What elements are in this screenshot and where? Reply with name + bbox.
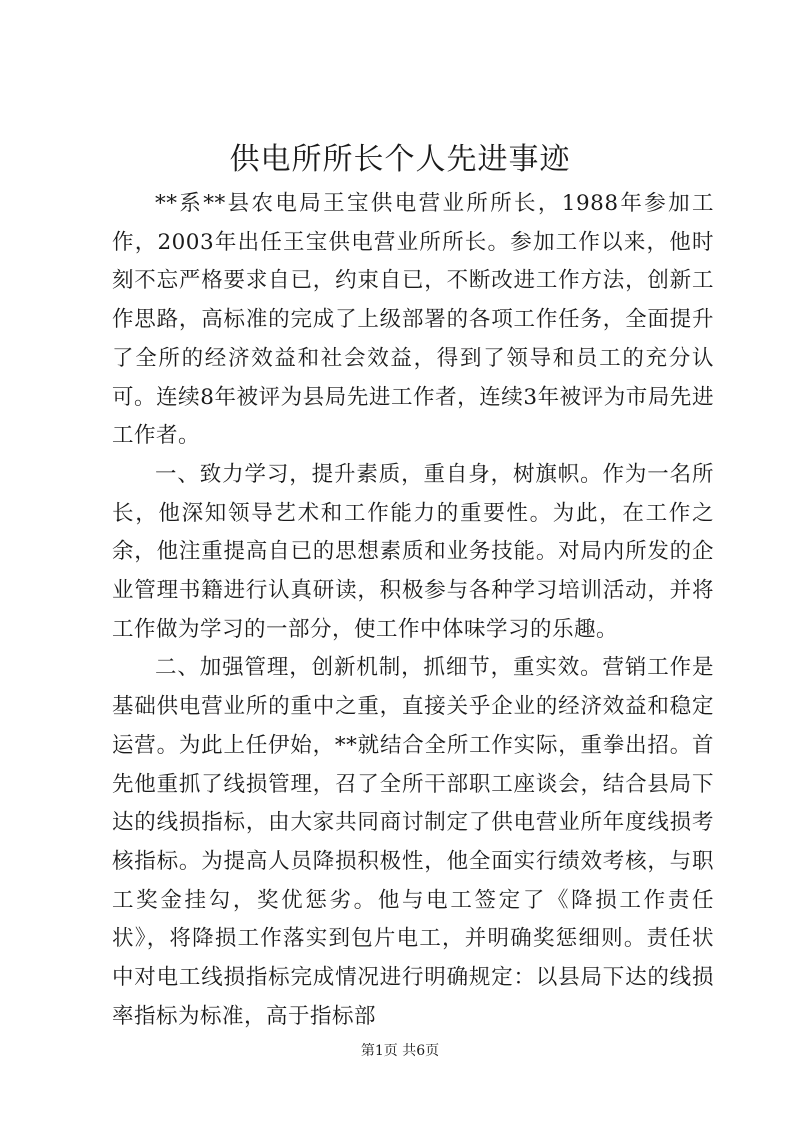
document-body (112, 185, 714, 1036)
page-number-footer: 第1页 共6页 (360, 1043, 440, 1059)
document-title: 供电所所长个人先进事迹 (229, 142, 571, 177)
paragraph-intro: **系**县农电局王宝供电营业所所长，1988年参加工作，2003年出任王宝供电营业所所长。参加工作以来，他时刻不忘严格要求自已，约束自已，不断改进工作方法，创新工作思路，高标准的完成了上级部署的各项工作任务，全面提升了全所的经济效益和社会效益，得到了领导和员工的充分认可。连续8年被评为县局先进工作者，连续3年被评为市局先进工作者。 (112, 191, 714, 449)
paragraph-section-1: 一、致力学习，提升素质，重自身，树旗帜。作为一名所长，他深知领导艺术和工作能力的重要性。为此，在工作之余，他注重提高自已的思想素质和业务技能。对局内所发的企业管理书籍进行认真研读，积极参与各种学习培训活动，并将工作做为学习的一部分，使工作中体味学习的乐趣。 (112, 461, 714, 642)
paragraph-section-2: 二、加强管理，创新机制，抓细节，重实效。营销工作是基础供电营业所的重中之重，直接关乎企业的经济效益和稳定运营。为此上任伊始，**就结合全所工作实际，重拳出招。首先他重抓了线损管理，召了全所干部职工座谈会，结合县局下达的线损指标，由大家共同商讨制定了供电营业所年度线损考核指标。为提高人员降损积极性，他全面实行绩效考核，与职工奖金挂勾，奖优惩劣。他与电工签定了《降损工作责任状》，将降损工作落实到包片电工，并明确奖惩细则。责任状中对电工线损指标完成情况进行明确规定：以县局下达的线损率指标为标准，高于指标部 (112, 655, 714, 1029)
